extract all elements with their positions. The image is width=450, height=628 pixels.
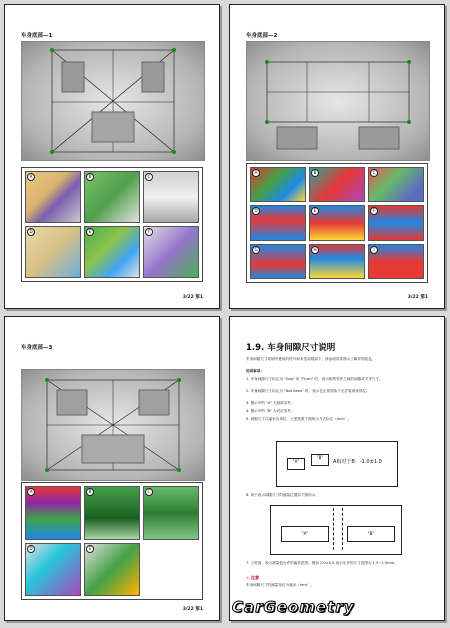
- detail-thumbnail: [368, 205, 424, 240]
- detail-thumbnail: [25, 171, 81, 223]
- page-number: 3/22 第1: [407, 295, 428, 300]
- manual-page-2: [229, 4, 445, 309]
- page-title: 车身底部—1: [21, 33, 53, 39]
- detail-thumbnail: [84, 486, 140, 540]
- detail-thumbnail-grid: [246, 163, 428, 283]
- detail-thumbnail: [25, 486, 81, 540]
- detail-thumbnail: [84, 543, 140, 597]
- detail-thumbnail-grid: [21, 167, 203, 282]
- thumbnail-label: B: [86, 488, 94, 496]
- thumbnail-label: E: [86, 228, 94, 236]
- thumbnail-label: C: [145, 173, 153, 181]
- page-title: 车身底部—3: [21, 345, 53, 351]
- detail-thumbnail: [143, 226, 199, 278]
- manual-page-1: [4, 4, 220, 309]
- part-b-box: "B": [311, 454, 329, 466]
- underbody-drawing: [22, 42, 204, 160]
- detail-thumbnail: [25, 543, 81, 597]
- gap-marker: [333, 508, 343, 550]
- thumbnail-label: H: [311, 246, 319, 254]
- detail-thumbnail: [368, 244, 424, 279]
- detail-thumbnail: [84, 226, 140, 278]
- thumbnail-label: B: [86, 173, 94, 181]
- thumbnail-label: E: [86, 545, 94, 553]
- underbody-drawing: [247, 42, 429, 160]
- page-number: 3/22 第1: [182, 607, 203, 612]
- part-a-box: "A": [281, 526, 329, 542]
- thumbnail-label: F: [145, 228, 153, 236]
- detail-thumbnail: [25, 226, 81, 278]
- part-a-box: "A": [287, 458, 305, 470]
- detail-thumbnail: [143, 171, 199, 223]
- note-item: 7. 公差值：表示测量值允许的偏差范围，例如 2.0±0.5 表示允许的尺寸范围为 1.5~2.5mm。: [246, 561, 398, 565]
- note-item: 5. 间隙尺寸以毫米为单位，公差按照下图所示方式标注（mm）。: [246, 417, 352, 421]
- part-b-box: "B": [347, 526, 395, 542]
- thumbnail-label: A: [252, 169, 260, 177]
- detail-thumbnail: [309, 244, 365, 279]
- thumbnail-label: C: [370, 169, 378, 177]
- page-title: 车身底部—2: [246, 33, 278, 39]
- underbody-drawing: [22, 370, 204, 480]
- note-item: 车身间隙尺寸的测量单位为毫米（mm）。: [246, 583, 315, 587]
- thumbnail-label: I: [370, 246, 378, 254]
- tolerance-note: A相对于B：-1.0±1.0: [333, 459, 382, 465]
- detail-thumbnail: [309, 205, 365, 240]
- detail-thumbnail: [250, 205, 306, 240]
- watermark-logo: CarGeometry: [232, 598, 355, 616]
- thumbnail-label: F: [370, 207, 378, 215]
- underbody-diagram: [21, 41, 205, 161]
- gap-diagram: [270, 505, 402, 555]
- note-item: 4. 图示中的 "B" 为对应零件。: [246, 409, 295, 413]
- detail-thumbnail: [143, 486, 199, 540]
- note-item: 3. 图示中的 "A" 为基准零件。: [246, 401, 295, 405]
- thumbnail-label: A: [27, 173, 35, 181]
- page-number: 3/22 第1: [182, 295, 203, 300]
- thumbnail-label: G: [252, 246, 260, 254]
- section-heading: 1.9. 车身间隙尺寸说明: [246, 343, 336, 353]
- thumbnail-label: A: [27, 488, 35, 496]
- thumbnail-label: B: [311, 169, 319, 177]
- detail-thumbnail: [250, 167, 306, 202]
- underbody-diagram: [246, 41, 430, 161]
- detail-thumbnail: [84, 171, 140, 223]
- detail-thumbnail-grid: [21, 482, 203, 600]
- thumbnail-label: E: [311, 207, 319, 215]
- tolerance-diagram: [276, 441, 398, 487]
- note-item: 1. 车身间隙尺寸标注为 "Gap" 或 "Flush" 时，表示相邻零件之间的间隙或平齐尺寸。: [246, 377, 383, 381]
- detail-thumbnail: [250, 244, 306, 279]
- thumbnail-label: D: [252, 207, 260, 215]
- note-item: 6. 用于表示间隙尺寸的测量位置如下图所示。: [246, 493, 319, 497]
- manual-page-4: [229, 316, 445, 621]
- detail-thumbnail: [309, 167, 365, 202]
- underbody-diagram: [21, 369, 205, 481]
- detail-thumbnail: [368, 167, 424, 202]
- thumbnail-label: D: [27, 228, 35, 236]
- warning-label: ⚠ 注意: [246, 575, 259, 580]
- thumbnail-label: D: [27, 545, 35, 553]
- note-item: 2. 车身间隙尺寸标注为 "Not Seen" 时，表示在正常视角下无法看到该部位。: [246, 389, 370, 393]
- manual-page-3: [4, 316, 220, 621]
- intro-text: 车身间隙尺寸说明中使用的符号和术语说明如下，请参阅具体图示了解详细信息。: [246, 357, 376, 361]
- notes-heading: 说明事项：: [246, 369, 264, 373]
- thumbnail-label: C: [145, 488, 153, 496]
